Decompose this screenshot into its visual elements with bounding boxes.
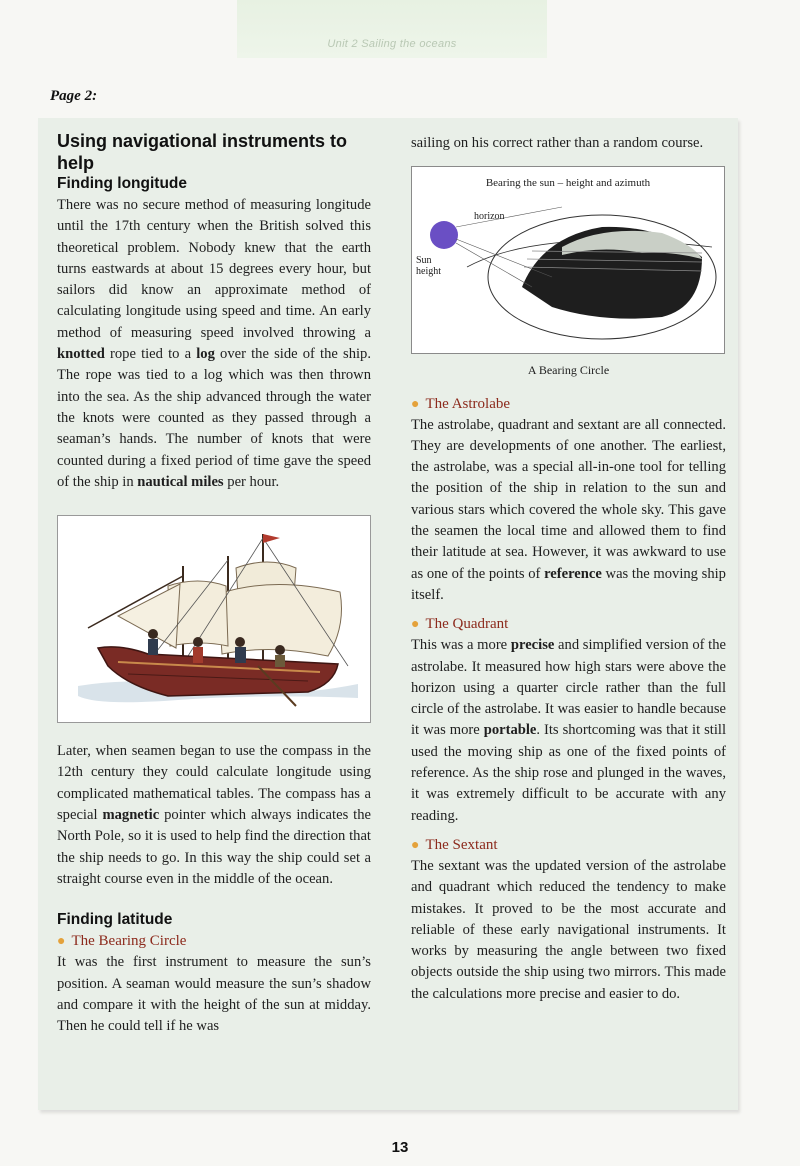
unit-label: Unit 2 Sailing the oceans (327, 38, 457, 50)
longitude-paragraph: There was no secure method of measuring longitude until the 17th century when the British solved this theoretical problem. Nobody knew that the earth turns eastwards at about 15 degrees every hour, but sailors did know an approximate method of calculating longitude using speed and time. An early method of measuring speed involved throwing a knotted rope tied to a log over the side of the ship. The rope was tied to a log which was then thrown into the sea. As the ship advanced through the water the knots were counted as they passed through a seaman’s hands. The number of knots that were counted during a fixed period of time gave the speed of the ship in nautical miles per hour. (57, 197, 372, 490)
unit-header-strip (237, 0, 547, 58)
bearing-circle-figure (411, 166, 725, 354)
bullet-dot-icon: ● (411, 837, 420, 853)
bullet-dot-icon: ● (57, 934, 66, 950)
term-portable: portable (483, 722, 537, 739)
section-title: Using navigational instruments to help (57, 131, 348, 173)
bearing-circle-bullet: ● The Bearing Circle (57, 933, 187, 950)
page-label: Page 2: (50, 88, 98, 104)
term-reference: reference (544, 565, 602, 582)
bullet-dot-icon: ● (411, 396, 420, 412)
sun-icon (430, 221, 458, 249)
figure-title: Bearing the sun – height and azimuth (485, 177, 651, 190)
term-nautical-miles: nautical miles (137, 473, 224, 490)
ship-illustration (57, 515, 371, 723)
term-precise: precise (510, 637, 555, 654)
bearing-paragraph: It was the first instrument to measure the sun’s position. A seaman would measure the sun’s shadow and compare it with the height of the sun at midday. Then he could tell if he was (57, 954, 371, 1035)
sextant-bullet: ● The Sextant (411, 836, 498, 853)
right-column (411, 133, 726, 1005)
latitude-heading: Finding latitude (57, 911, 173, 929)
astrolabe-paragraph: The astrolabe, quadrant and sextant are all connected. They are developments of one another. The earliest, the astrolabe, was a special all-in-one tool for telling the position of the ship in relation to the sun and various stars which covered the whole sky. This gave the seamen the local time and allowed them to find their latitude at sea. However, it was awkward to use as one of the points of reference was the moving ship itself. (411, 416, 726, 603)
ship-drawing (58, 516, 370, 722)
term-knotted: knotted (57, 346, 105, 363)
height-label: height (416, 266, 441, 278)
sun-label: Sun (416, 255, 432, 267)
term-log: log (196, 346, 215, 363)
quadrant-bullet: ● The Quadrant (411, 616, 509, 633)
longitude-heading: Finding longitude (57, 175, 187, 192)
quadrant-paragraph: This was a more precise and simplified version of the astrolabe. It measured how high stars were above the horizon using a quarter circle rather than the full circle of the astrolabe. It was easier to handle because it was more portable. Its shortcoming was that it still used the moving ship as one of the fixed points of reference. As the ship rose and plunged in the waves, it was extremely difficult to be accurate with any reading. (411, 637, 726, 824)
left-column (57, 130, 371, 1037)
compass-paragraph: Later, when seamen began to use the compass in the 12th century they could calculate longitude using complicated mathematical tables. The compass has a special magnetic pointer which always indicates the North Pole, so it is used to help find the direction that the ship needs to go. In this way the ship could set a straight course even in the middle of the ocean. (57, 743, 371, 887)
sextant-paragraph: The sextant was the updated version of the astrolabe and quadrant which reduced the tendency to make mistakes. It proved to be the most accurate and reliable of these early navigational instruments. It works by measuring the angle between two fixed objects outside the ship using two mirrors. This made the calculations more precise and easier to do. (411, 857, 726, 1002)
bearing-continued-paragraph: sailing on his correct rather than a random course. (411, 135, 704, 151)
term-magnetic: magnetic (102, 807, 160, 824)
horizon-label: horizon (474, 211, 505, 223)
bullet-dot-icon: ● (411, 617, 420, 633)
astrolabe-bullet: ● The Astrolabe (411, 395, 511, 412)
bearing-circle-drawing (412, 167, 724, 353)
page-number: 13 (391, 1139, 409, 1156)
figure-caption: A Bearing Circle (527, 363, 610, 378)
